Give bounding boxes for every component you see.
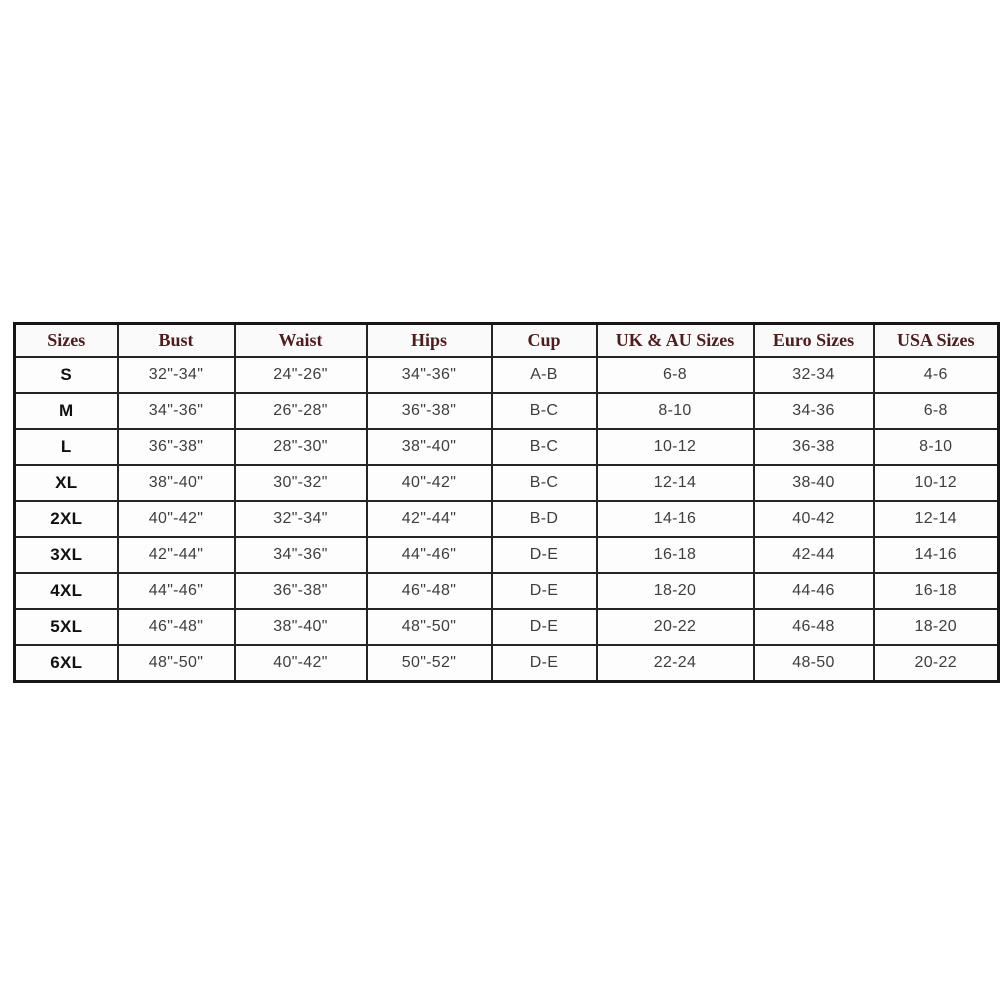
cell-waist: 40"-42" bbox=[235, 645, 367, 681]
size-label: 5XL bbox=[15, 609, 118, 645]
size-chart-table bbox=[13, 322, 1000, 683]
table-row-xl bbox=[15, 465, 999, 501]
table-row-m bbox=[15, 393, 999, 429]
cell-waist: 34"-36" bbox=[235, 537, 367, 573]
cell-usa: 20-22 bbox=[874, 645, 999, 681]
cell-uk-au: 6-8 bbox=[597, 357, 754, 393]
cell-hips: 34"-36" bbox=[367, 357, 492, 393]
cell-cup: A-B bbox=[492, 357, 597, 393]
cell-uk-au: 10-12 bbox=[597, 429, 754, 465]
table-row-l bbox=[15, 429, 999, 465]
cell-usa: 6-8 bbox=[874, 393, 999, 429]
cell-uk-au: 14-16 bbox=[597, 501, 754, 537]
cell-usa: 18-20 bbox=[874, 609, 999, 645]
cell-waist: 28"-30" bbox=[235, 429, 367, 465]
cell-hips: 48"-50" bbox=[367, 609, 492, 645]
size-label: 6XL bbox=[15, 645, 118, 681]
column-header-euro-sizes: Euro Sizes bbox=[754, 324, 874, 358]
cell-bust: 34"-36" bbox=[118, 393, 235, 429]
cell-uk-au: 16-18 bbox=[597, 537, 754, 573]
header-row bbox=[15, 324, 999, 358]
cell-waist: 32"-34" bbox=[235, 501, 367, 537]
cell-bust: 38"-40" bbox=[118, 465, 235, 501]
column-header-usa-sizes: USA Sizes bbox=[874, 324, 999, 358]
cell-bust: 36"-38" bbox=[118, 429, 235, 465]
cell-waist: 36"-38" bbox=[235, 573, 367, 609]
cell-usa: 8-10 bbox=[874, 429, 999, 465]
table-row-s bbox=[15, 357, 999, 393]
cell-euro: 42-44 bbox=[754, 537, 874, 573]
cell-uk-au: 8-10 bbox=[597, 393, 754, 429]
table-row-5xl bbox=[15, 609, 999, 645]
cell-cup: B-C bbox=[492, 393, 597, 429]
cell-cup: D-E bbox=[492, 537, 597, 573]
cell-euro: 46-48 bbox=[754, 609, 874, 645]
cell-hips: 40"-42" bbox=[367, 465, 492, 501]
size-label: 3XL bbox=[15, 537, 118, 573]
cell-euro: 48-50 bbox=[754, 645, 874, 681]
cell-hips: 44"-46" bbox=[367, 537, 492, 573]
table-row-3xl bbox=[15, 537, 999, 573]
cell-euro: 40-42 bbox=[754, 501, 874, 537]
cell-cup: B-C bbox=[492, 429, 597, 465]
cell-uk-au: 20-22 bbox=[597, 609, 754, 645]
cell-cup: B-D bbox=[492, 501, 597, 537]
size-label: L bbox=[15, 429, 118, 465]
size-label: 4XL bbox=[15, 573, 118, 609]
cell-cup: D-E bbox=[492, 573, 597, 609]
cell-usa: 16-18 bbox=[874, 573, 999, 609]
size-label: XL bbox=[15, 465, 118, 501]
cell-hips: 46"-48" bbox=[367, 573, 492, 609]
cell-bust: 42"-44" bbox=[118, 537, 235, 573]
size-label: M bbox=[15, 393, 118, 429]
cell-usa: 14-16 bbox=[874, 537, 999, 573]
cell-waist: 24"-26" bbox=[235, 357, 367, 393]
cell-hips: 42"-44" bbox=[367, 501, 492, 537]
cell-cup: D-E bbox=[492, 645, 597, 681]
cell-usa: 10-12 bbox=[874, 465, 999, 501]
cell-cup: B-C bbox=[492, 465, 597, 501]
table-row-4xl bbox=[15, 573, 999, 609]
cell-waist: 26"-28" bbox=[235, 393, 367, 429]
cell-euro: 36-38 bbox=[754, 429, 874, 465]
cell-hips: 50"-52" bbox=[367, 645, 492, 681]
cell-euro: 34-36 bbox=[754, 393, 874, 429]
cell-bust: 40"-42" bbox=[118, 501, 235, 537]
cell-euro: 38-40 bbox=[754, 465, 874, 501]
cell-uk-au: 18-20 bbox=[597, 573, 754, 609]
cell-hips: 36"-38" bbox=[367, 393, 492, 429]
size-label: 2XL bbox=[15, 501, 118, 537]
cell-bust: 44"-46" bbox=[118, 573, 235, 609]
column-header-waist: Waist bbox=[235, 324, 367, 358]
column-header-sizes: Sizes bbox=[15, 324, 118, 358]
column-header-uk-au-sizes: UK & AU Sizes bbox=[597, 324, 754, 358]
cell-bust: 32"-34" bbox=[118, 357, 235, 393]
cell-bust: 48"-50" bbox=[118, 645, 235, 681]
cell-usa: 4-6 bbox=[874, 357, 999, 393]
cell-hips: 38"-40" bbox=[367, 429, 492, 465]
cell-usa: 12-14 bbox=[874, 501, 999, 537]
table-row-2xl bbox=[15, 501, 999, 537]
cell-cup: D-E bbox=[492, 609, 597, 645]
column-header-bust: Bust bbox=[118, 324, 235, 358]
column-header-hips: Hips bbox=[367, 324, 492, 358]
size-label: S bbox=[15, 357, 118, 393]
cell-euro: 44-46 bbox=[754, 573, 874, 609]
cell-waist: 30"-32" bbox=[235, 465, 367, 501]
cell-euro: 32-34 bbox=[754, 357, 874, 393]
cell-uk-au: 22-24 bbox=[597, 645, 754, 681]
cell-bust: 46"-48" bbox=[118, 609, 235, 645]
column-header-cup: Cup bbox=[492, 324, 597, 358]
table-row-6xl bbox=[15, 645, 999, 681]
cell-waist: 38"-40" bbox=[235, 609, 367, 645]
cell-uk-au: 12-14 bbox=[597, 465, 754, 501]
